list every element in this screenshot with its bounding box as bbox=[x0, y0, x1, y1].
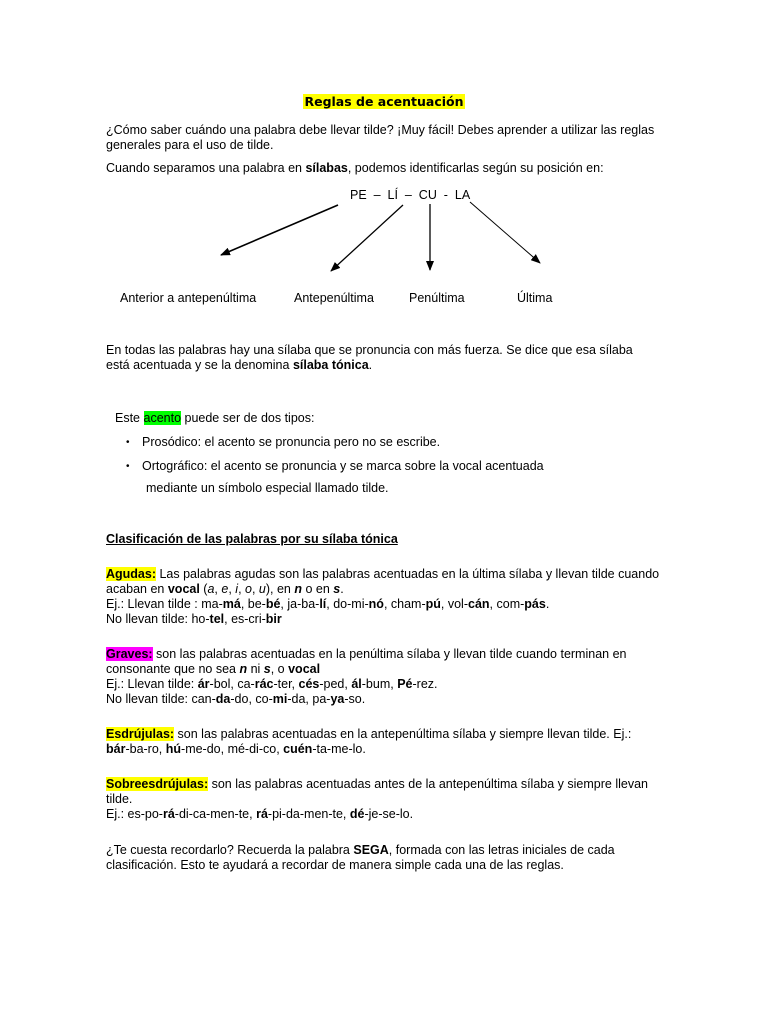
sega-line-2: clasificación. Esto te ayudará a recordar de manera simple cada una de las reglas. bbox=[106, 858, 564, 872]
accent-intro-text: Este bbox=[115, 411, 144, 425]
list-item-text: Ortográfico: el acento se pronuncia y se marca sobre la vocal acentuada bbox=[142, 459, 544, 473]
graves-line-1 bbox=[106, 647, 666, 662]
list-item-text: Prosódico: el acento se pronuncia pero no se escribe. bbox=[142, 435, 441, 449]
graves-text: son las palabras acentuadas en la penúltima sílaba y llevan tilde cuando terminan en bbox=[152, 647, 627, 661]
tonic-term: sílaba tónica bbox=[292, 358, 369, 372]
bullet-dot: • bbox=[126, 437, 130, 448]
sobreesdrujulas-section bbox=[106, 777, 666, 822]
classification-heading: Clasificación de las palabras por su sílaba tónica bbox=[106, 532, 398, 546]
syllables-intro-tail: , podemos identificarlas según su posición en: bbox=[347, 161, 604, 175]
tonic-paragraph bbox=[106, 343, 666, 373]
syllables-intro-text: Cuando separamos una palabra en bbox=[106, 161, 306, 175]
graves-line-2: consonante que no sea n ni s, o vocal bbox=[106, 662, 321, 676]
tonic-line-2-text: está acentuada y se la denomina bbox=[106, 358, 293, 372]
arrow-ultima bbox=[470, 202, 540, 263]
syllable-word: PE – LÍ – CU - LA bbox=[350, 188, 471, 202]
syllables-term: sílabas bbox=[305, 161, 348, 175]
syllable-arrows-diagram bbox=[0, 0, 768, 320]
graves-section bbox=[106, 647, 666, 707]
agudas-line-1 bbox=[106, 567, 666, 582]
list-item-continuation: mediante un símbolo especial llamado tilde. bbox=[146, 481, 389, 495]
esdrujulas-text: son las palabras acentuadas en la antepenúltima sílaba y siempre llevan tilde. Ej.: bbox=[174, 727, 632, 741]
agudas-text: Las palabras agudas son las palabras acentuadas en la última sílaba y llevan tilde cuando bbox=[156, 567, 660, 581]
esdrujulas-line-1 bbox=[106, 727, 666, 742]
intro-line-2: generales para el uso de tilde. bbox=[106, 138, 274, 152]
page-title-text: Reglas de acentuación bbox=[304, 94, 464, 109]
sega-paragraph bbox=[106, 843, 666, 873]
agudas-line-2: acaban en vocal (a, e, i, o, u), en n o en s. bbox=[106, 582, 344, 596]
sega-line-1: ¿Te cuesta recordarlo? Recuerda la palabra SEGA, formada con las letras iniciales de cada bbox=[106, 843, 615, 857]
accent-intro-tail: puede ser de dos tipos: bbox=[181, 411, 315, 425]
accent-highlight: acento bbox=[143, 411, 182, 425]
agudas-no-tilde: No llevan tilde: ho-tel, es-cri-bir bbox=[106, 612, 282, 626]
accent-intro bbox=[115, 411, 314, 426]
sega-word: SEGA bbox=[353, 843, 389, 857]
esdrujulas-examples: bár-ba-ro, hú-me-do, mé-di-co, cuén-ta-me-lo. bbox=[106, 742, 366, 756]
label-penultima: Penúltima bbox=[409, 291, 465, 305]
arrow-antepenultima bbox=[331, 205, 403, 271]
bullet-dot: • bbox=[126, 461, 130, 472]
esdrujulas-section bbox=[106, 727, 666, 757]
graves-label: Graves: bbox=[106, 647, 153, 661]
tonic-line-2 bbox=[106, 358, 666, 373]
list-item-ortografico bbox=[126, 459, 544, 474]
intro-line-1: ¿Cómo saber cuándo una palabra debe llevar tilde? ¡Muy fácil! Debes aprender a utilizar las reglas bbox=[106, 123, 655, 137]
agudas-section bbox=[106, 567, 666, 627]
sobreesdrujulas-line-1 bbox=[106, 777, 666, 792]
sobreesdrujulas-label: Sobreesdrújulas: bbox=[106, 777, 209, 791]
label-antepenultima: Antepenúltima bbox=[294, 291, 374, 305]
tonic-period: . bbox=[368, 358, 373, 372]
agudas-examples: Ej.: Llevan tilde : ma-má, be-bé, ja-ba-lí, do-mi-nó, cham-pú, vol-cán, com-pás. bbox=[106, 597, 550, 611]
sobreesdrujulas-text: son las palabras acentuadas antes de la antepenúltima sílaba y siempre llevan bbox=[208, 777, 648, 791]
esdrujulas-label: Esdrújulas: bbox=[106, 727, 175, 741]
tonic-line-1: En todas las palabras hay una sílaba que se pronuncia con más fuerza. Se dice que esa sílaba bbox=[106, 343, 633, 357]
list-item-prosodico bbox=[126, 435, 441, 450]
label-anterior-antepenultima: Anterior a antepenúltima bbox=[120, 291, 257, 305]
graves-no-tilde: No llevan tilde: can-da-do, co-mi-da, pa-ya-so. bbox=[106, 692, 366, 706]
arrow-anterior bbox=[221, 205, 338, 255]
graves-examples: Ej.: Llevan tilde: ár-bol, ca-rác-ter, cés-ped, ál-bum, Pé-rez. bbox=[106, 677, 438, 691]
label-ultima: Última bbox=[517, 291, 553, 305]
agudas-label: Agudas: bbox=[106, 567, 156, 581]
sobreesdrujulas-line-2: tilde. bbox=[106, 792, 133, 806]
sobreesdrujulas-examples: Ej.: es-po-rá-di-ca-men-te, rá-pi-da-men-te, dé-je-se-lo. bbox=[106, 807, 414, 821]
